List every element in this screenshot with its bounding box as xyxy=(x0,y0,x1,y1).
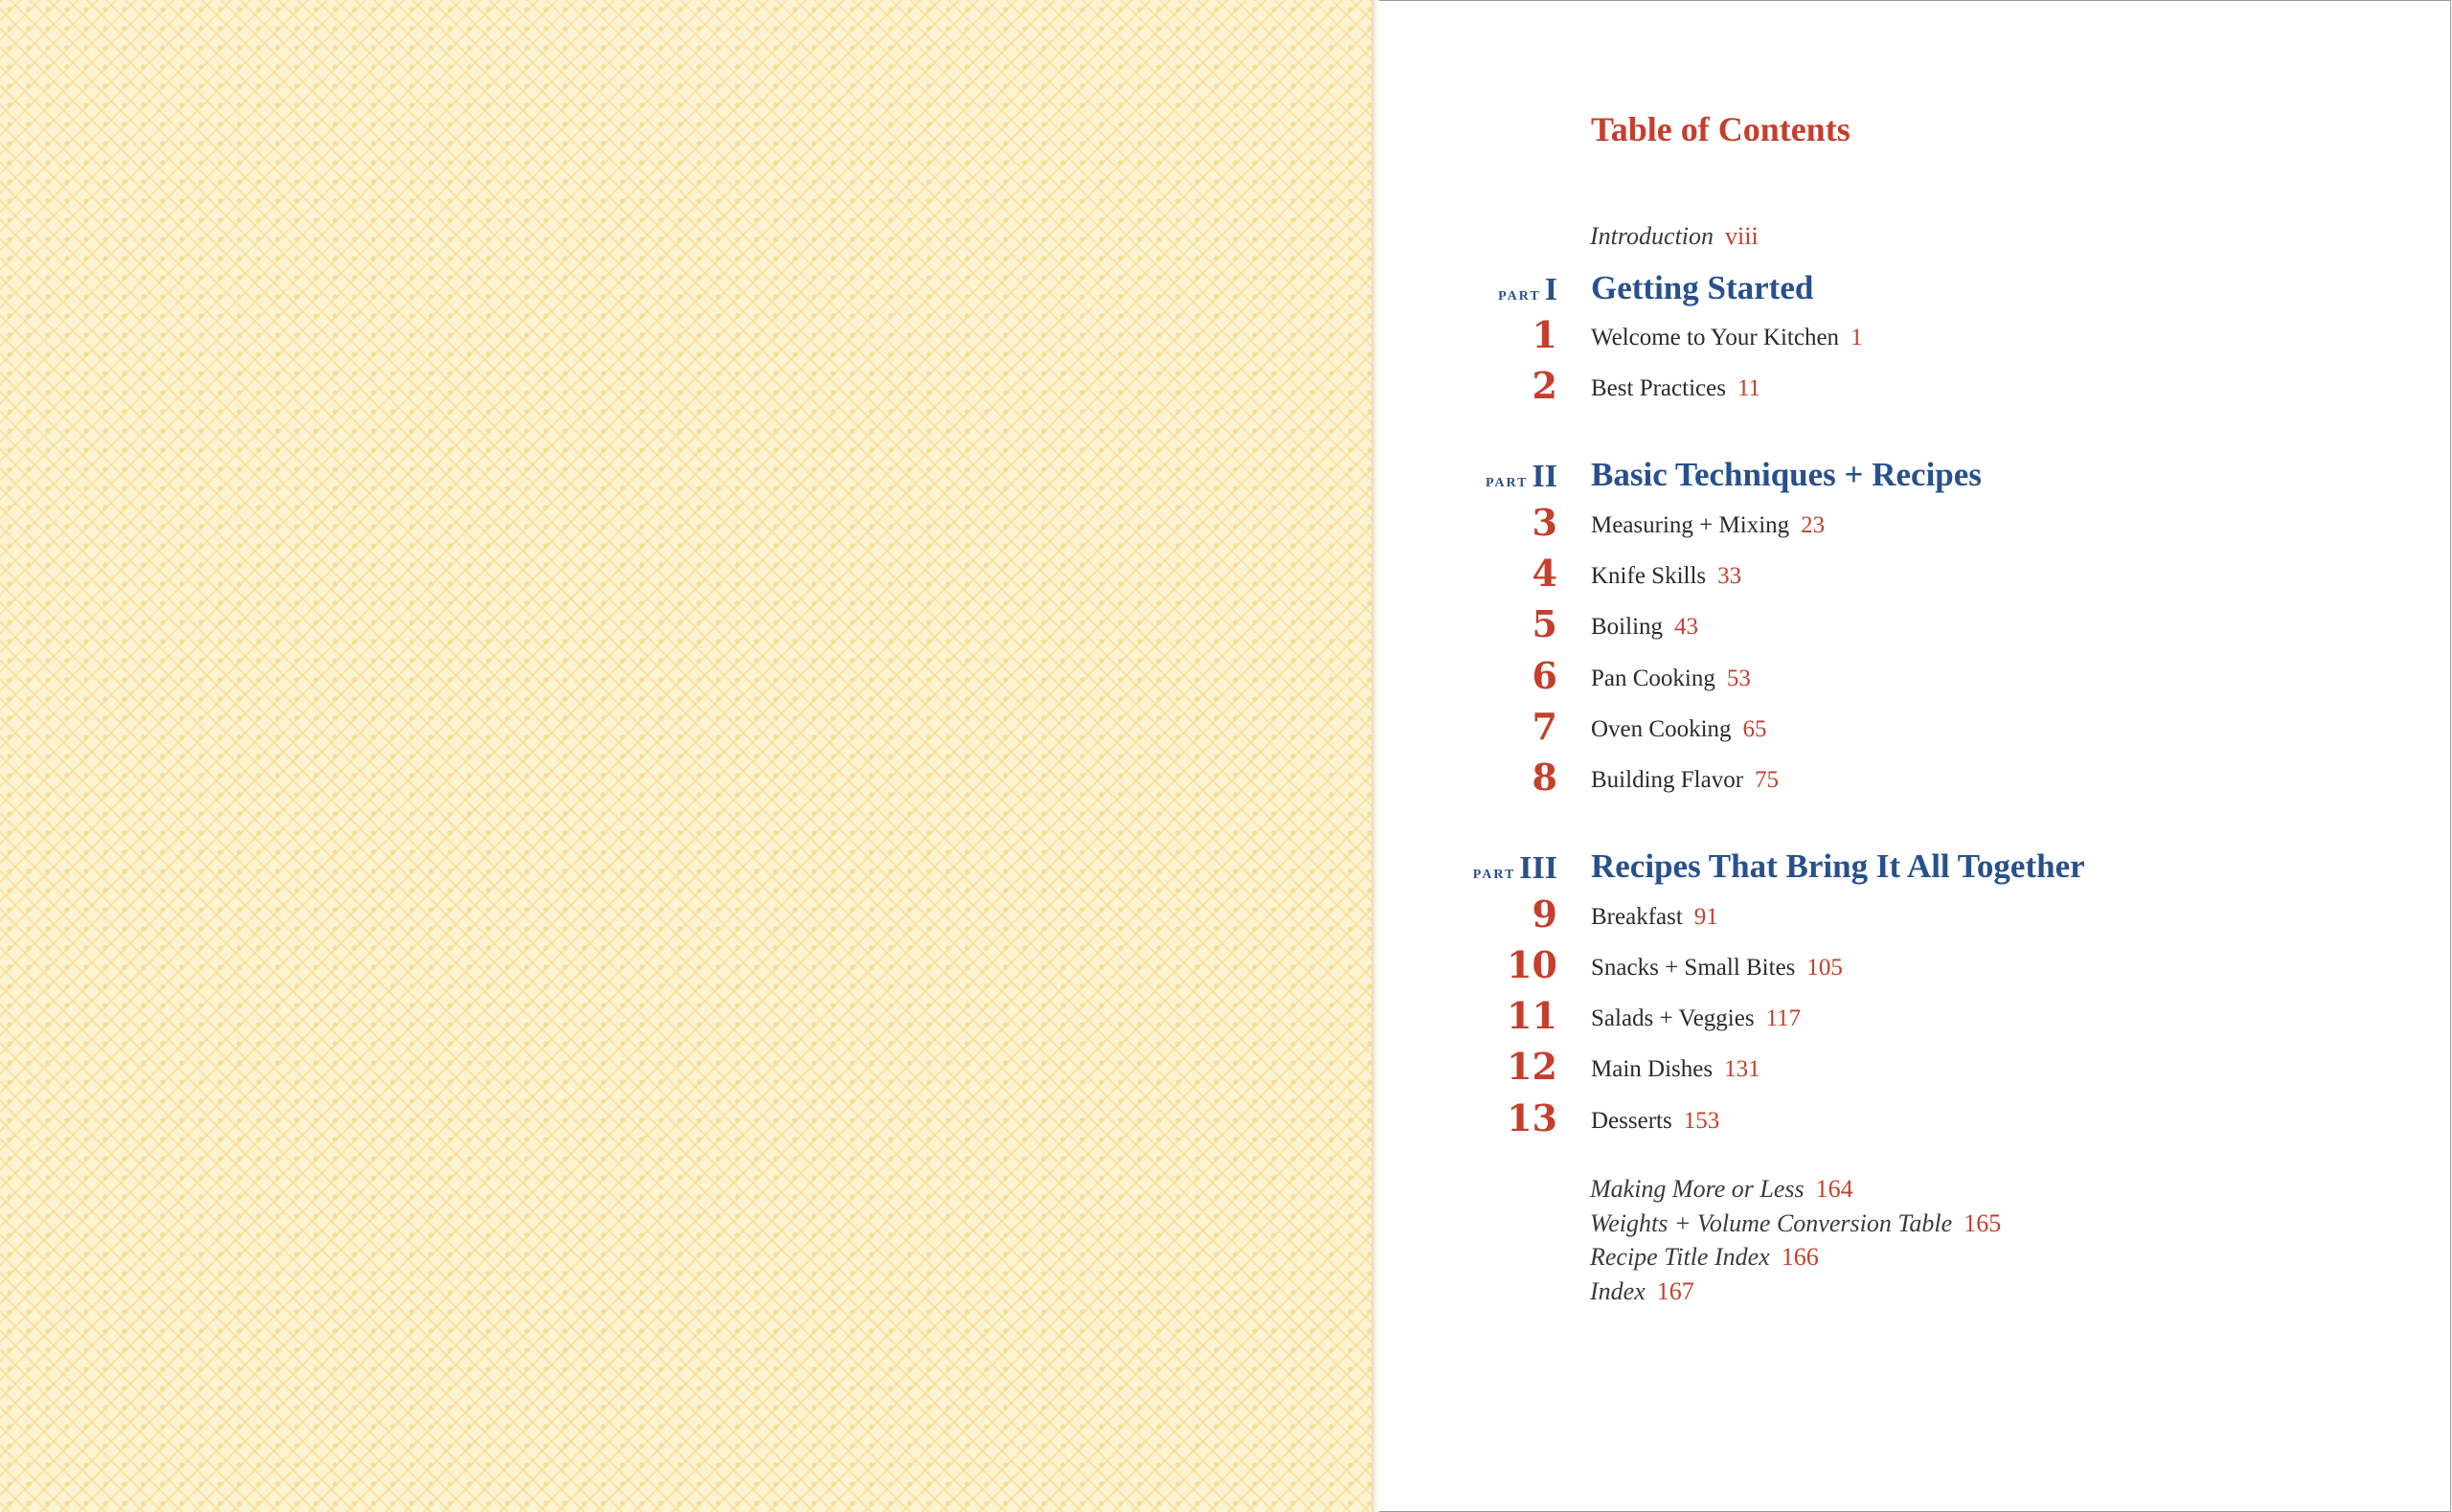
chapter-page: 23 xyxy=(1801,512,1826,538)
toc-entry-introduction[interactable] xyxy=(1590,222,1759,251)
chapter-page: 11 xyxy=(1737,375,1761,401)
part-label: PART II xyxy=(1485,459,1557,494)
chapter-title: Knife Skills 33 xyxy=(1591,563,1742,589)
chapter-number: 11 xyxy=(1507,994,1557,1037)
entry-label: Introduction xyxy=(1590,222,1714,250)
chapter-title: Pan Cooking 53 xyxy=(1591,666,1751,691)
entry-page-number: 167 xyxy=(1656,1277,1694,1305)
chapter-title: Measuring + Mixing 23 xyxy=(1591,512,1826,538)
chapter-page: 33 xyxy=(1717,563,1742,589)
chapter-number: 6 xyxy=(1532,654,1557,697)
entry-label: Making More or Less xyxy=(1590,1175,1805,1203)
part-label: PART I xyxy=(1498,272,1557,307)
chapter-entry[interactable] xyxy=(1379,1096,2337,1144)
part-heading-1[interactable] xyxy=(1379,266,2337,314)
part-title: Getting Started xyxy=(1591,269,1814,306)
entry-page-number: viii xyxy=(1725,222,1759,250)
chapter-number: 2 xyxy=(1532,364,1557,407)
chapter-title: Snacks + Small Bites 105 xyxy=(1591,955,1843,981)
entry-label: Index xyxy=(1590,1277,1646,1305)
chapter-page: 53 xyxy=(1726,666,1751,691)
chapter-page: 1 xyxy=(1850,325,1863,350)
chapter-page: 43 xyxy=(1674,614,1699,640)
chapter-entry[interactable] xyxy=(1379,602,2337,650)
chapter-entry[interactable] xyxy=(1379,892,2337,940)
chapter-title: Main Dishes 131 xyxy=(1591,1056,1760,1082)
chapter-title: Desserts 153 xyxy=(1591,1108,1720,1134)
part-heading-2[interactable] xyxy=(1379,453,2337,501)
chapter-page: 153 xyxy=(1683,1108,1720,1134)
chapter-entry[interactable] xyxy=(1379,654,2337,702)
chapter-number: 7 xyxy=(1532,705,1557,748)
chapter-page: 131 xyxy=(1724,1056,1760,1082)
part-title: Recipes That Bring It All Together xyxy=(1591,847,2085,885)
chapter-number: 8 xyxy=(1532,756,1557,799)
chapter-title: Welcome to Your Kitchen 1 xyxy=(1591,325,1863,350)
chapter-number: 4 xyxy=(1532,552,1557,595)
part-title: Basic Techniques + Recipes xyxy=(1591,456,1982,493)
entry-page-number: 166 xyxy=(1781,1243,1819,1271)
entry-page-number: 165 xyxy=(1964,1209,2002,1237)
toc-entry-back-matter[interactable] xyxy=(1590,1175,1853,1204)
part-heading-3[interactable] xyxy=(1379,845,2337,892)
chapter-title: Oven Cooking 65 xyxy=(1591,716,1767,742)
entry-label: Weights + Volume Conversion Table xyxy=(1590,1209,1953,1237)
chapter-entry[interactable] xyxy=(1379,501,2337,549)
chapter-title: Breakfast 91 xyxy=(1591,904,1718,930)
entry-page-number: 164 xyxy=(1815,1175,1853,1203)
page-title: Table of Contents xyxy=(1591,110,1850,148)
toc-entry-back-matter[interactable] xyxy=(1590,1209,2001,1238)
chapter-page: 91 xyxy=(1693,904,1718,930)
toc-entry-back-matter[interactable] xyxy=(1590,1243,1819,1272)
toc-entry-back-matter[interactable] xyxy=(1590,1277,1694,1306)
chapter-page: 117 xyxy=(1765,1005,1802,1031)
chapter-entry[interactable] xyxy=(1379,756,2337,803)
chapter-entry[interactable] xyxy=(1379,943,2337,991)
chapter-title: Best Practices 11 xyxy=(1591,375,1761,401)
chapter-number: 12 xyxy=(1507,1045,1557,1088)
chapter-title: Boiling 43 xyxy=(1591,614,1699,640)
part-label: PART III xyxy=(1472,850,1557,886)
book-gutter xyxy=(1372,0,1379,1512)
chapter-entry[interactable] xyxy=(1379,1045,2337,1093)
chapter-number: 3 xyxy=(1532,501,1557,544)
chapter-entry[interactable] xyxy=(1379,552,2337,599)
chapter-title: Building Flavor 75 xyxy=(1591,767,1780,793)
chapter-entry[interactable] xyxy=(1379,994,2337,1042)
chapter-title: Salads + Veggies 117 xyxy=(1591,1005,1802,1031)
chapter-number: 13 xyxy=(1507,1096,1557,1140)
chapter-entry[interactable] xyxy=(1379,364,2337,412)
chapter-number: 10 xyxy=(1507,943,1557,986)
chapter-entry[interactable] xyxy=(1379,705,2337,753)
entry-label: Recipe Title Index xyxy=(1590,1243,1770,1271)
chapter-number: 1 xyxy=(1532,313,1557,356)
chapter-number: 5 xyxy=(1532,602,1557,645)
chapter-entry[interactable] xyxy=(1379,313,2337,361)
chapter-number: 9 xyxy=(1532,892,1557,936)
chapter-page: 75 xyxy=(1755,767,1780,793)
chapter-page: 65 xyxy=(1742,716,1767,742)
chapter-page: 105 xyxy=(1806,955,1843,981)
